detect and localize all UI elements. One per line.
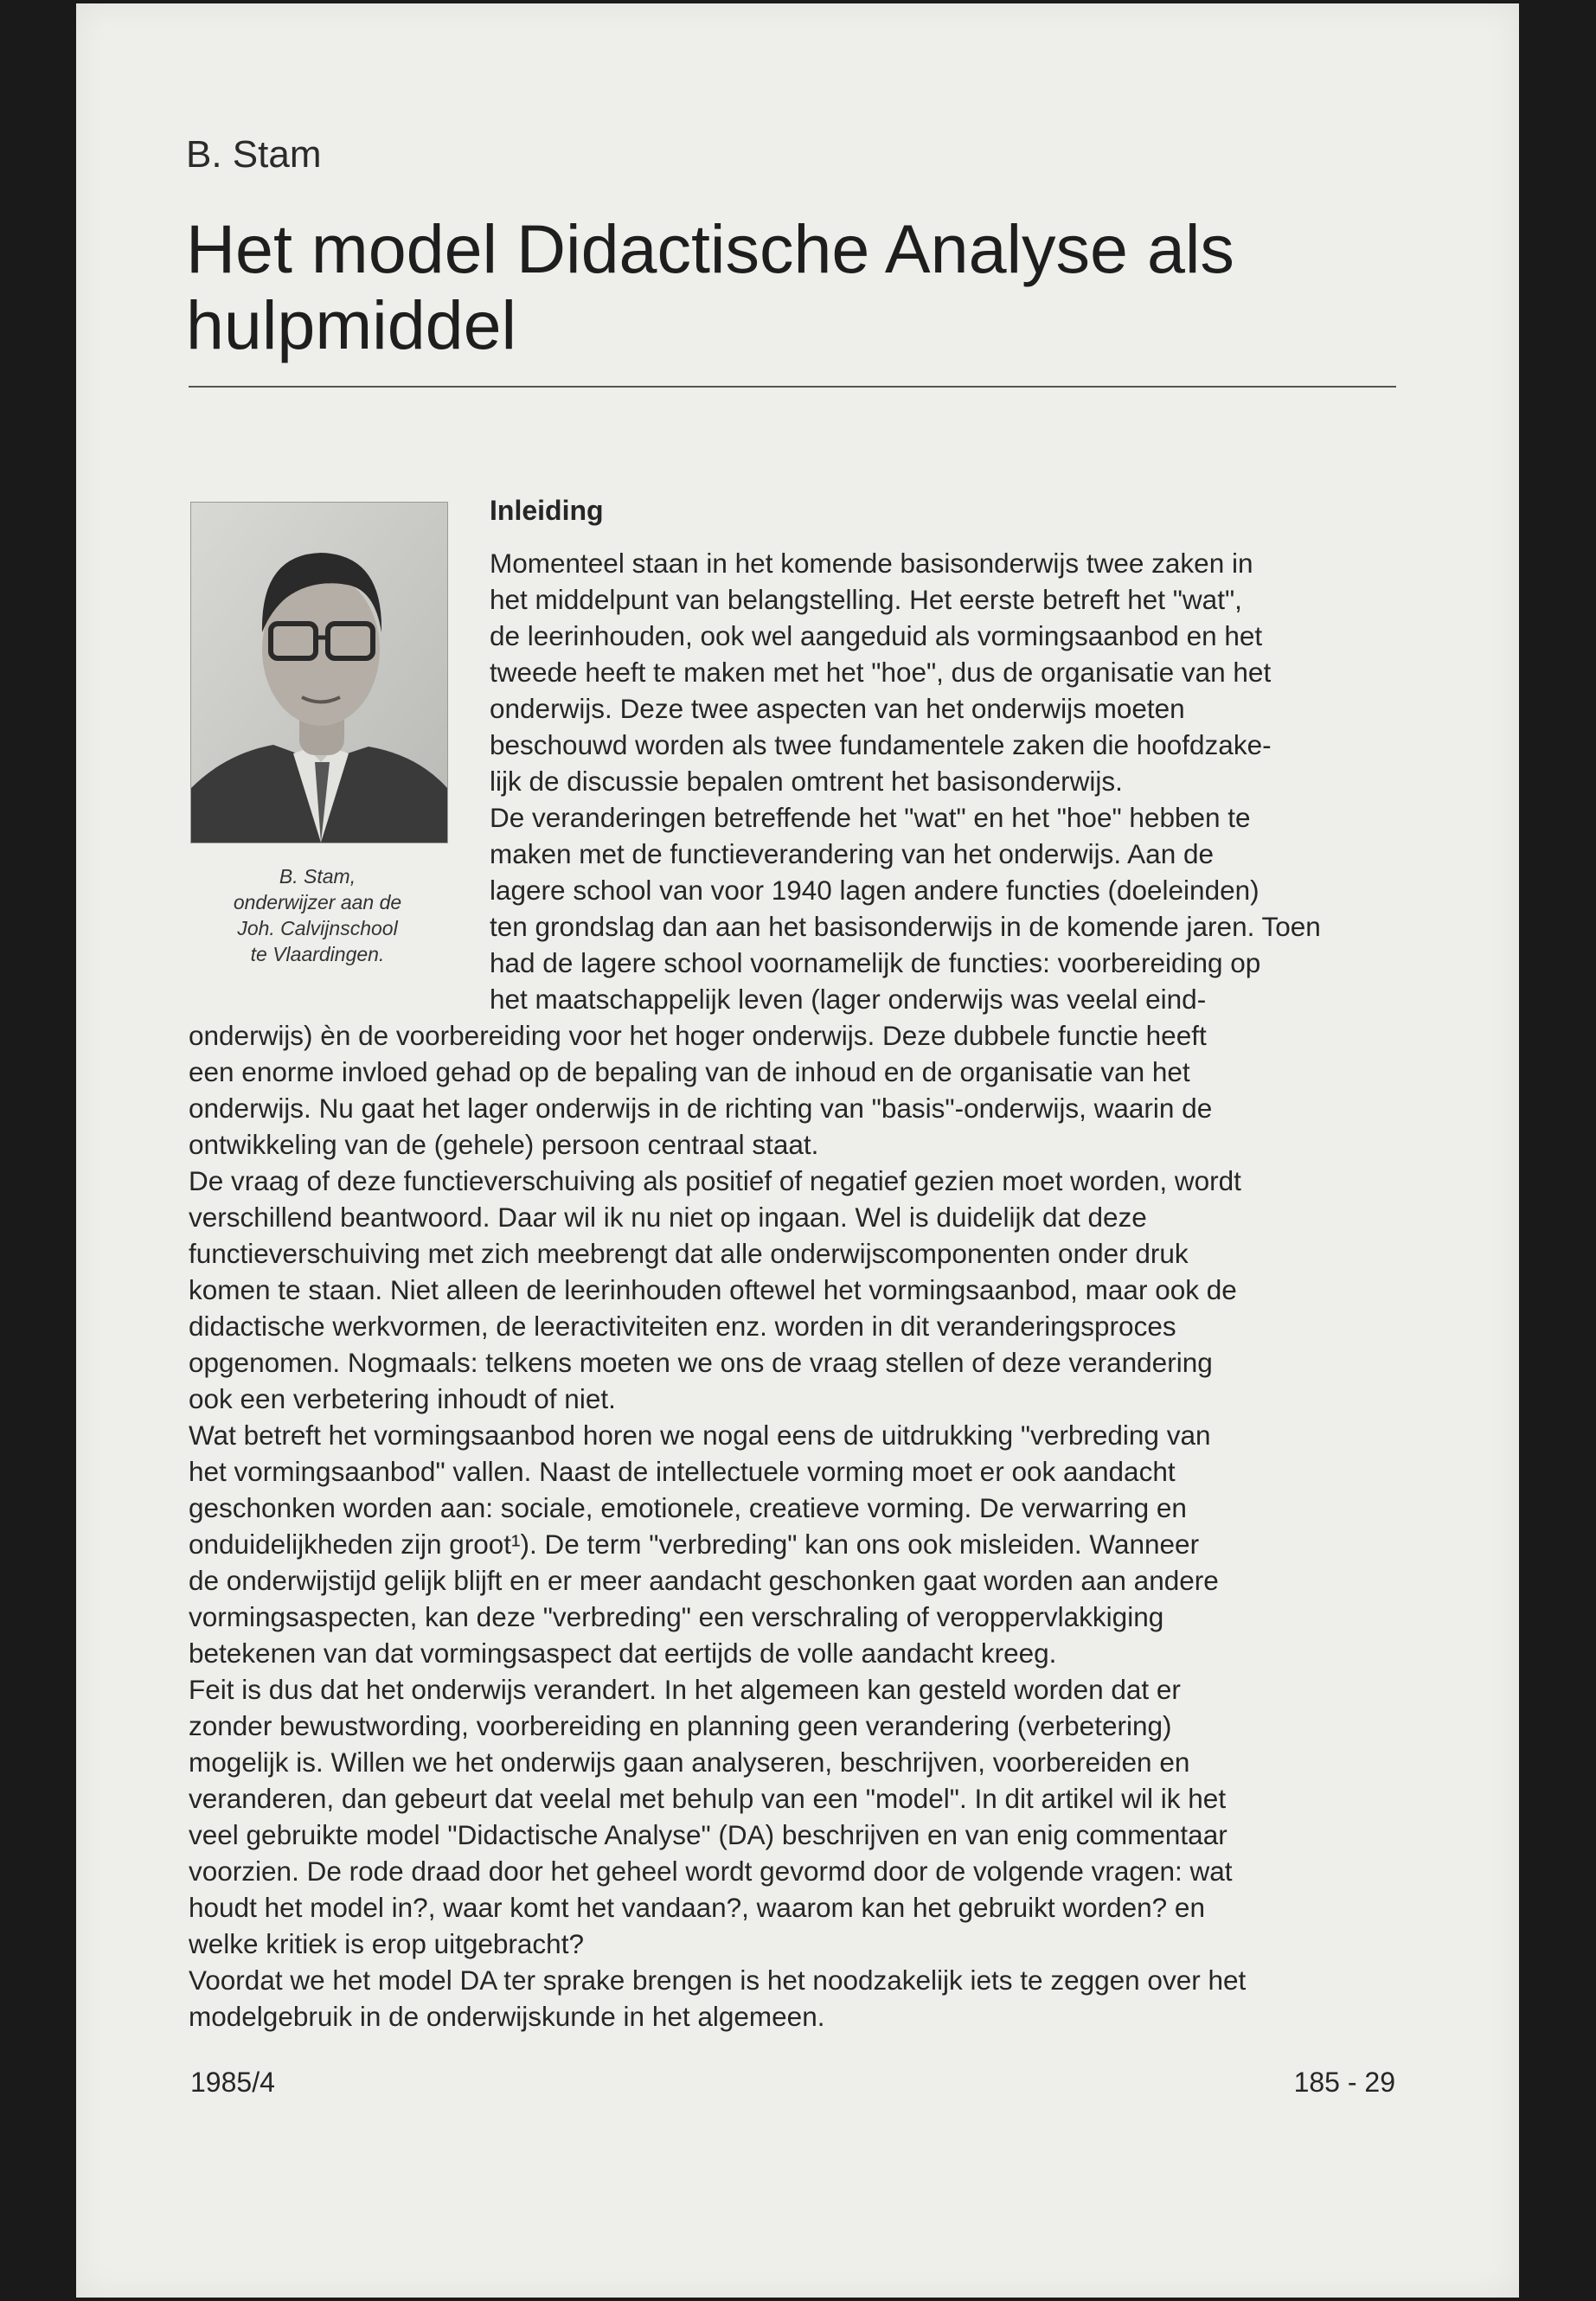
body-line: Wat betreft het vormingsaanbod horen we nogal eens de uitdrukking "verbreding van bbox=[189, 1420, 1211, 1451]
body-line: functieverschuiving met zich meebrengt dat alle onderwijscomponenten onder druk bbox=[189, 1238, 1189, 1269]
caption-line: te Vlaardingen. bbox=[250, 943, 385, 965]
body-line: De veranderingen betreffende het "wat" en het "hoe" hebben te bbox=[490, 802, 1251, 833]
body-line: had de lagere school voornamelijk de functies: voorbereiding op bbox=[490, 947, 1261, 978]
body-line: veranderen, dan gebeurt dat veelal met behulp van een "model". In dit artikel wil ik het bbox=[189, 1783, 1227, 1814]
body-line: onderwijs. Deze twee aspecten van het onderwijs moeten bbox=[490, 693, 1185, 724]
body-line: de leerinhouden, ook wel aangeduid als vormingsaanbod en het bbox=[490, 620, 1263, 651]
body-line: vormingsaspecten, kan deze "verbreding" een verschraling of veroppervlakkiging bbox=[189, 1601, 1164, 1632]
article-title-line-1: Het model Didactische Analyse als bbox=[186, 210, 1234, 287]
caption-line: B. Stam, bbox=[279, 865, 356, 888]
photo-caption bbox=[163, 863, 472, 967]
article-title-line-2: hulpmiddel bbox=[186, 286, 517, 363]
body-line: welke kritiek is erop uitgebracht? bbox=[189, 1928, 584, 1959]
body-line: ook een verbetering inhoudt of niet. bbox=[189, 1383, 616, 1414]
caption-line: onderwijzer aan de bbox=[233, 891, 402, 913]
body-line: het maatschappelijk leven (lager onderwijs was veelal eind- bbox=[490, 984, 1207, 1015]
article-title bbox=[186, 211, 1484, 363]
title-divider bbox=[189, 386, 1396, 388]
body-line: ontwikkeling van de (gehele) persoon centraal staat. bbox=[189, 1129, 819, 1160]
body-line: zonder bewustwording, voorbereiding en planning geen verandering (verbetering) bbox=[189, 1710, 1172, 1741]
body-line: voorzien. De rode draad door het geheel wordt gevormd door de volgende vragen: wat bbox=[189, 1856, 1233, 1887]
body-line: de onderwijstijd gelijk blijft en er meer aandacht geschonken gaat worden aan andere bbox=[189, 1565, 1219, 1596]
body-line: mogelijk is. Willen we het onderwijs gaan analyseren, beschrijven, voorbereiden en bbox=[189, 1747, 1190, 1778]
body-line: didactische werkvormen, de leeractiviteiten enz. worden in dit veranderingsproces bbox=[189, 1311, 1176, 1342]
author-portrait-image bbox=[191, 503, 447, 843]
body-line: komen te staan. Niet alleen de leerinhouden oftewel het vormingsaanbod, maar ook de bbox=[189, 1274, 1237, 1305]
body-line: maken met de functieverandering van het onderwijs. Aan de bbox=[490, 838, 1215, 869]
body-line: onderwijs) èn de voorbereiding voor het hoger onderwijs. Deze dubbele functie heeft bbox=[189, 1020, 1207, 1051]
body-line: Momenteel staan in het komende basisonderwijs twee zaken in bbox=[490, 548, 1253, 579]
caption-line: Joh. Calvijnschool bbox=[237, 917, 398, 939]
page-number: 185 - 29 bbox=[1293, 2067, 1395, 2098]
body-line: verschillend beantwoord. Daar wil ik nu niet op ingaan. Wel is duidelijk dat deze bbox=[189, 1202, 1147, 1233]
body-line: De vraag of deze functieverschuiving als positief of negatief gezien moet worden, wordt bbox=[189, 1165, 1241, 1196]
issue-number: 1985/4 bbox=[190, 2067, 275, 2098]
body-line: veel gebruikte model "Didactische Analyse" (DA) beschrijven en van enig commentaar bbox=[189, 1819, 1227, 1850]
body-line: beschouwd worden als twee fundamentele zaken die hoofdzake- bbox=[490, 729, 1272, 760]
section-heading: Inleiding bbox=[490, 495, 604, 526]
body-line: ten grondslag dan aan het basisonderwijs in de komende jaren. Toen bbox=[490, 911, 1321, 942]
journal-page bbox=[76, 3, 1519, 2298]
body-line: het vormingsaanbod" vallen. Naast de intellectuele vorming moet er ook aandacht bbox=[189, 1456, 1176, 1487]
body-line: onderwijs. Nu gaat het lager onderwijs in de richting van "basis"-onderwijs, waarin de bbox=[189, 1093, 1213, 1124]
body-line: onduidelijkheden zijn groot¹). De term "verbreding" kan ons ook misleiden. Wanneer bbox=[189, 1529, 1200, 1560]
body-line: modelgebruik in de onderwijskunde in het algemeen. bbox=[189, 2001, 825, 2032]
body-line: Feit is dus dat het onderwijs verandert. In het algemeen kan gesteld worden dat er bbox=[189, 1674, 1181, 1705]
body-line: lagere school van voor 1940 lagen andere functies (doeleinden) bbox=[490, 875, 1259, 906]
body-line: Voordat we het model DA ter sprake brengen is het noodzakelijk iets te zeggen over het bbox=[189, 1965, 1247, 1996]
body-line: een enorme invloed gehad op de bepaling van de inhoud en de organisatie van het bbox=[189, 1056, 1190, 1087]
body-line: geschonken worden aan: sociale, emotionele, creatieve vorming. De verwarring en bbox=[189, 1492, 1187, 1523]
body-line: tweede heeft te maken met het "hoe", dus de organisatie van het bbox=[490, 657, 1272, 688]
author-name: B. Stam bbox=[186, 133, 322, 176]
body-line: houdt het model in?, waar komt het vandaan?, waarom kan het gebruikt worden? en bbox=[189, 1892, 1205, 1923]
body-line: opgenomen. Nogmaals: telkens moeten we ons de vraag stellen of deze verandering bbox=[189, 1347, 1213, 1378]
body-line: lijk de discussie bepalen omtrent het basisonderwijs. bbox=[490, 766, 1123, 797]
body-line: het middelpunt van belangstelling. Het eerste betreft het "wat", bbox=[490, 584, 1242, 615]
author-photo bbox=[190, 502, 448, 843]
body-line: betekenen van dat vormingsaspect dat eertijds de volle aandacht kreeg. bbox=[189, 1638, 1057, 1669]
